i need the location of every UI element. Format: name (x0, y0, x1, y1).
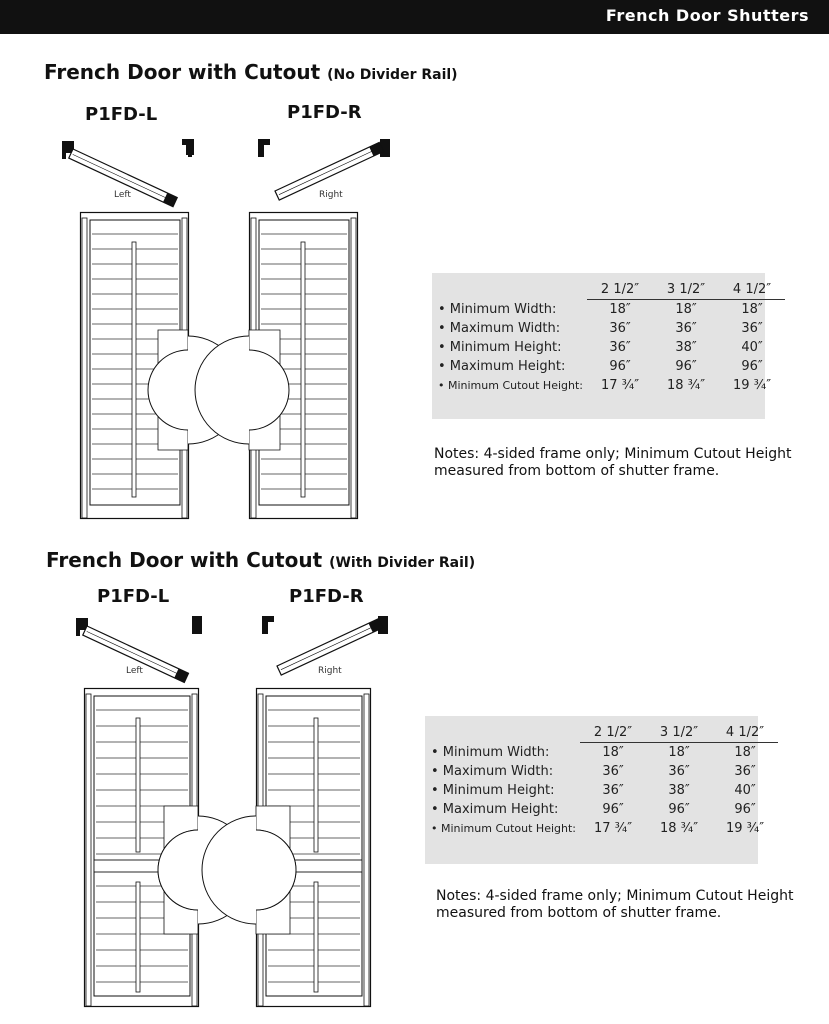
spec-column-header: 4 1/2″ (719, 280, 785, 300)
spec-row-label: • Minimum Cutout Height: (438, 379, 584, 392)
section-1-right-hinge-diagram (258, 135, 398, 205)
spec-row (436, 376, 785, 395)
spec-header-row (436, 280, 785, 300)
section-1-model-left: P1FD-L (85, 104, 158, 125)
spec-row-label: • Maximum Height: (431, 802, 559, 817)
notes-line: Notes: 4-sided frame only; Minimum Cutout Height (434, 446, 792, 462)
section-2-title-main: French Door with Cutout (46, 548, 323, 572)
spec-value: 36″ (668, 764, 690, 779)
spec-row (436, 300, 785, 320)
section-2-subtitle: (With Divider Rail) (329, 555, 476, 571)
section-1-right-shutter-drawing (249, 212, 361, 522)
spec-row (429, 800, 778, 819)
spec-value: 19 ¾″ (725, 821, 765, 836)
spec-row-label: • Minimum Height: (438, 340, 562, 355)
spec-value: 38″ (675, 340, 697, 355)
notes-line: Notes: 4-sided frame only; Minimum Cutout Height (436, 888, 794, 904)
section-1-subtitle: (No Divider Rail) (327, 67, 458, 83)
spec-column-header: 3 1/2″ (653, 280, 719, 300)
spec-column-header: 2 1/2″ (580, 723, 646, 743)
spec-value: 40″ (734, 783, 756, 798)
notes-line: measured from bottom of shutter frame. (436, 905, 722, 921)
spec-value: 17 ¾″ (593, 821, 633, 836)
spec-row (436, 338, 785, 357)
spec-value: 96″ (602, 802, 624, 817)
section-2-notes (436, 888, 793, 922)
spec-row-label: • Minimum Height: (431, 783, 555, 798)
spec-value: 18″ (741, 302, 763, 317)
spec-value: 36″ (734, 764, 756, 779)
spec-value: 36″ (741, 321, 763, 336)
spec-row (429, 743, 778, 763)
spec-value: 96″ (675, 359, 697, 374)
spec-value: 36″ (609, 321, 631, 336)
spec-header-row (429, 723, 778, 743)
spec-row-label: • Minimum Width: (431, 744, 550, 760)
spec-value: 18 ¾″ (659, 821, 699, 836)
section-2-spec-table (429, 723, 778, 838)
spec-value: 18″ (609, 302, 631, 317)
spec-value: 17 ¾″ (600, 378, 640, 393)
section-2-model-left: P1FD-L (97, 586, 170, 607)
spec-row (436, 319, 785, 338)
section-1-left-hinge-label: Left (114, 190, 131, 200)
spec-value: 96″ (734, 802, 756, 817)
section-1-left-shutter-drawing (80, 212, 192, 522)
section-1-title-main: French Door with Cutout (44, 60, 321, 84)
section-2-model-right: P1FD-R (289, 586, 364, 607)
spec-value: 36″ (602, 764, 624, 779)
section-2-left-shutter-drawing (84, 688, 204, 1012)
spec-row (429, 762, 778, 781)
section-1-spec-table (436, 280, 785, 395)
spec-column-header: 4 1/2″ (712, 723, 778, 743)
section-1-left-hinge-diagram (60, 135, 200, 205)
spec-row-label: • Maximum Height: (438, 359, 566, 374)
section-2-left-hinge-label: Left (126, 666, 143, 676)
spec-value: 36″ (602, 783, 624, 798)
header-bar (0, 0, 829, 34)
section-1-title (44, 60, 458, 84)
notes-line: measured from bottom of shutter frame. (434, 463, 720, 479)
section-1-notes (434, 446, 791, 480)
section-2-right-hinge-diagram (262, 612, 402, 682)
spec-row-label: • Maximum Width: (438, 321, 561, 336)
section-2-left-hinge-diagram (74, 612, 214, 682)
spec-value: 38″ (668, 783, 690, 798)
spec-row (429, 781, 778, 800)
spec-column-header: 3 1/2″ (646, 723, 712, 743)
section-1-model-right: P1FD-R (287, 102, 362, 123)
spec-value: 19 ¾″ (732, 378, 772, 393)
section-2-right-shutter-drawing (256, 688, 376, 1012)
spec-value: 40″ (741, 340, 763, 355)
page-header-title: French Door Shutters (605, 6, 809, 25)
section-2-right-hinge-label: Right (318, 666, 342, 676)
spec-value: 36″ (675, 321, 697, 336)
spec-value: 18″ (675, 302, 697, 317)
section-1-right-hinge-label: Right (319, 190, 343, 200)
spec-row-label: • Maximum Width: (431, 764, 554, 779)
spec-column-header: 2 1/2″ (587, 280, 653, 300)
section-2-title (46, 548, 475, 572)
spec-value: 18″ (734, 745, 756, 760)
spec-value: 18 ¾″ (666, 378, 706, 393)
spec-value: 18″ (668, 745, 690, 760)
spec-value: 96″ (609, 359, 631, 374)
spec-row (429, 819, 778, 838)
spec-row-label: • Minimum Cutout Height: (431, 822, 577, 835)
spec-value: 36″ (609, 340, 631, 355)
spec-value: 18″ (602, 745, 624, 760)
spec-row-label: • Minimum Width: (438, 301, 557, 317)
spec-row (436, 357, 785, 376)
spec-value: 96″ (741, 359, 763, 374)
spec-value: 96″ (668, 802, 690, 817)
